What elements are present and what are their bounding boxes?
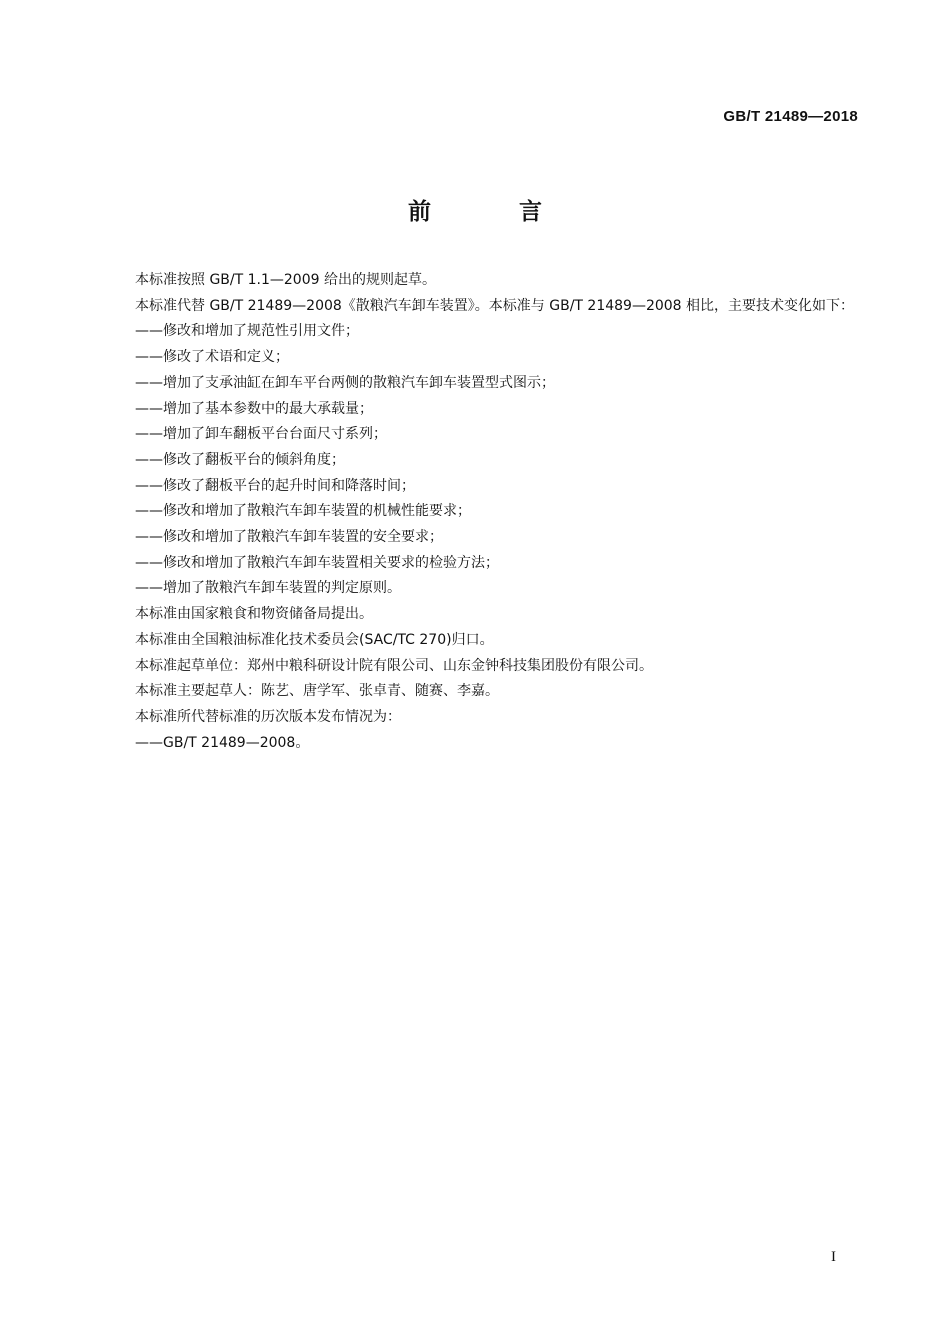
paragraph-drafting-rules: 本标准按照 GB/T 1.1—2009 给出的规则起草。 xyxy=(135,272,436,288)
change-item: ——修改和增加了散粮汽车卸车装置的安全要求； xyxy=(135,529,443,546)
change-item: ——修改了翻板平台的倾斜角度； xyxy=(135,451,345,468)
page-title: 前 言 xyxy=(407,199,582,225)
change-item: ——增加了卸车翻板平台台面尺寸系列； xyxy=(135,426,387,443)
history-item: ——GB/T 21489—2008。 xyxy=(135,734,310,751)
paragraph-proposer: 本标准由国家粮食和物资储备局提出。 xyxy=(135,606,373,623)
change-item: ——增加了散粮汽车卸车装置的判定原则。 xyxy=(135,580,401,597)
change-item: ——修改了术语和定义； xyxy=(135,349,289,366)
paragraph-replacement: 本标准代替 GB/T 21489—2008《散粮汽车卸车装置》。本标准与 GB/T 21489—2008 相比，主要技术变化如下： xyxy=(135,297,855,314)
change-item: ——增加了支承油缸在卸车平台两侧的散粮汽车卸车装置型式图示； xyxy=(135,374,555,391)
page-number: I xyxy=(831,1249,836,1265)
paragraph-drafting-units: 本标准起草单位：郑州中粮科研设计院有限公司、山东金钟科技集团股份有限公司。 xyxy=(135,657,653,674)
change-item: ——修改了翻板平台的起升时间和降落时间； xyxy=(135,477,415,494)
paragraph-drafters: 本标准主要起草人：陈艺、唐学军、张卓青、随赛、李嘉。 xyxy=(135,683,499,700)
change-item: ——修改和增加了散粮汽车卸车装置的机械性能要求； xyxy=(135,503,471,520)
paragraph-committee: 本标准由全国粮油标准化技术委员会(SAC/TC 270)归口。 xyxy=(135,631,494,648)
change-item: ——修改和增加了规范性引用文件； xyxy=(135,323,359,340)
standard-code: GB/T 21489—2018 xyxy=(723,108,858,125)
paragraph-history-intro: 本标准所代替标准的历次版本发布情况为： xyxy=(135,708,401,725)
preface-body xyxy=(107,268,859,756)
change-item: ——增加了基本参数中的最大承载量； xyxy=(135,400,373,417)
change-item: ——修改和增加了散粮汽车卸车装置相关要求的检验方法； xyxy=(135,554,499,571)
